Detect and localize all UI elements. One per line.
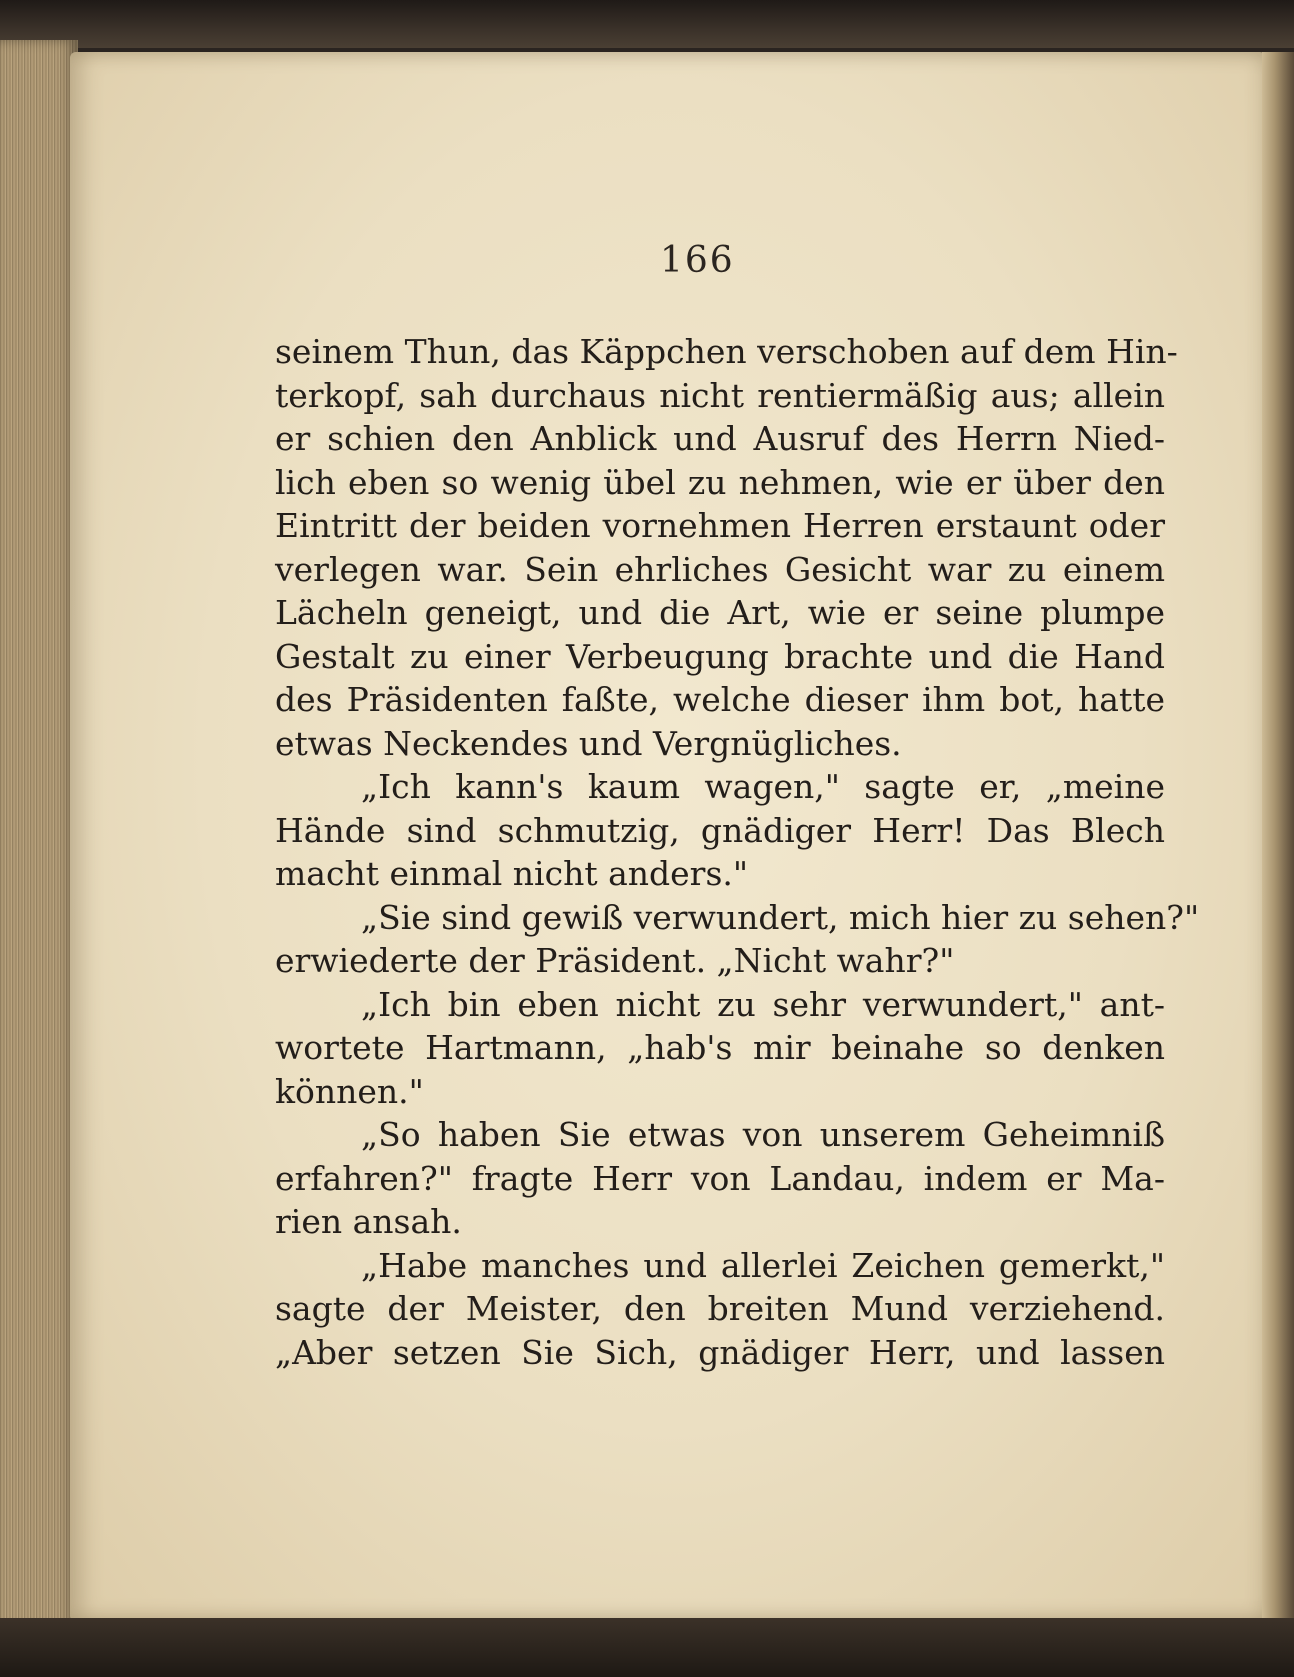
text-line: können." [275, 1071, 424, 1111]
book-bottom-edge [0, 1618, 1294, 1677]
body-text [275, 330, 1200, 1374]
text-line: lich eben so wenig übel zu nehmen, wie er über den [275, 462, 1165, 502]
text-line: er schien den Anblick und Ausruf des Herrn Nied- [275, 419, 1165, 458]
text-line: verlegen war. Sein ehrliches Gesicht war zu einem [275, 549, 1165, 589]
text-line: etwas Neckendes und Vergnügliches. [275, 723, 902, 763]
text-line: Eintritt der beiden vornehmen Herren erstaunt oder [275, 506, 1165, 545]
book-right-edge [1262, 52, 1294, 1620]
text-line: sagte der Meister, den breiten Mund verziehend. [275, 1289, 1165, 1328]
text-line: „Aber setzen Sie Sich, gnädiger Herr, und lassen [275, 1332, 1165, 1372]
text-line: „Ich bin eben nicht zu sehr verwundert," ant- [361, 984, 1165, 1024]
text-line: macht einmal nicht anders." [275, 854, 749, 893]
page-number: 166 [660, 240, 735, 281]
book-top-edge [0, 0, 1294, 48]
text-line: des Präsidenten faßte, welche dieser ihm bot, hatte [275, 680, 1165, 719]
text-line: seinem Thun, das Käppchen verschoben auf dem Hin- [275, 332, 1178, 371]
text-line: „Habe manches und allerlei Zeichen gemerkt," [361, 1245, 1165, 1285]
text-line: erwiederte der Präsident. „Nicht wahr?" [275, 941, 955, 980]
text-line: „So haben Sie etwas von unserem Geheimniß [361, 1115, 1165, 1154]
text-line: wortete Hartmann, „hab's mir beinahe so denken [275, 1028, 1165, 1067]
text-line: erfahren?" fragte Herr von Landau, indem er Ma- [275, 1158, 1165, 1198]
text-line: Hände sind schmutzig, gnädiger Herr! Das Blech [275, 810, 1165, 850]
page-stack-edge [0, 40, 78, 1630]
text-line: rien ansah. [275, 1202, 462, 1241]
text-line: Lächeln geneigt, und die Art, wie er seine plumpe [275, 593, 1165, 632]
text-line: terkopf, sah durchaus nicht rentiermäßig aus; allein [275, 375, 1165, 415]
text-line: „Ich kann's kaum wagen," sagte er, „meine [361, 767, 1165, 806]
text-line: „Sie sind gewiß verwundert, mich hier zu sehen?" [361, 897, 1200, 937]
text-line: Gestalt zu einer Verbeugung brachte und die Hand [275, 636, 1165, 676]
